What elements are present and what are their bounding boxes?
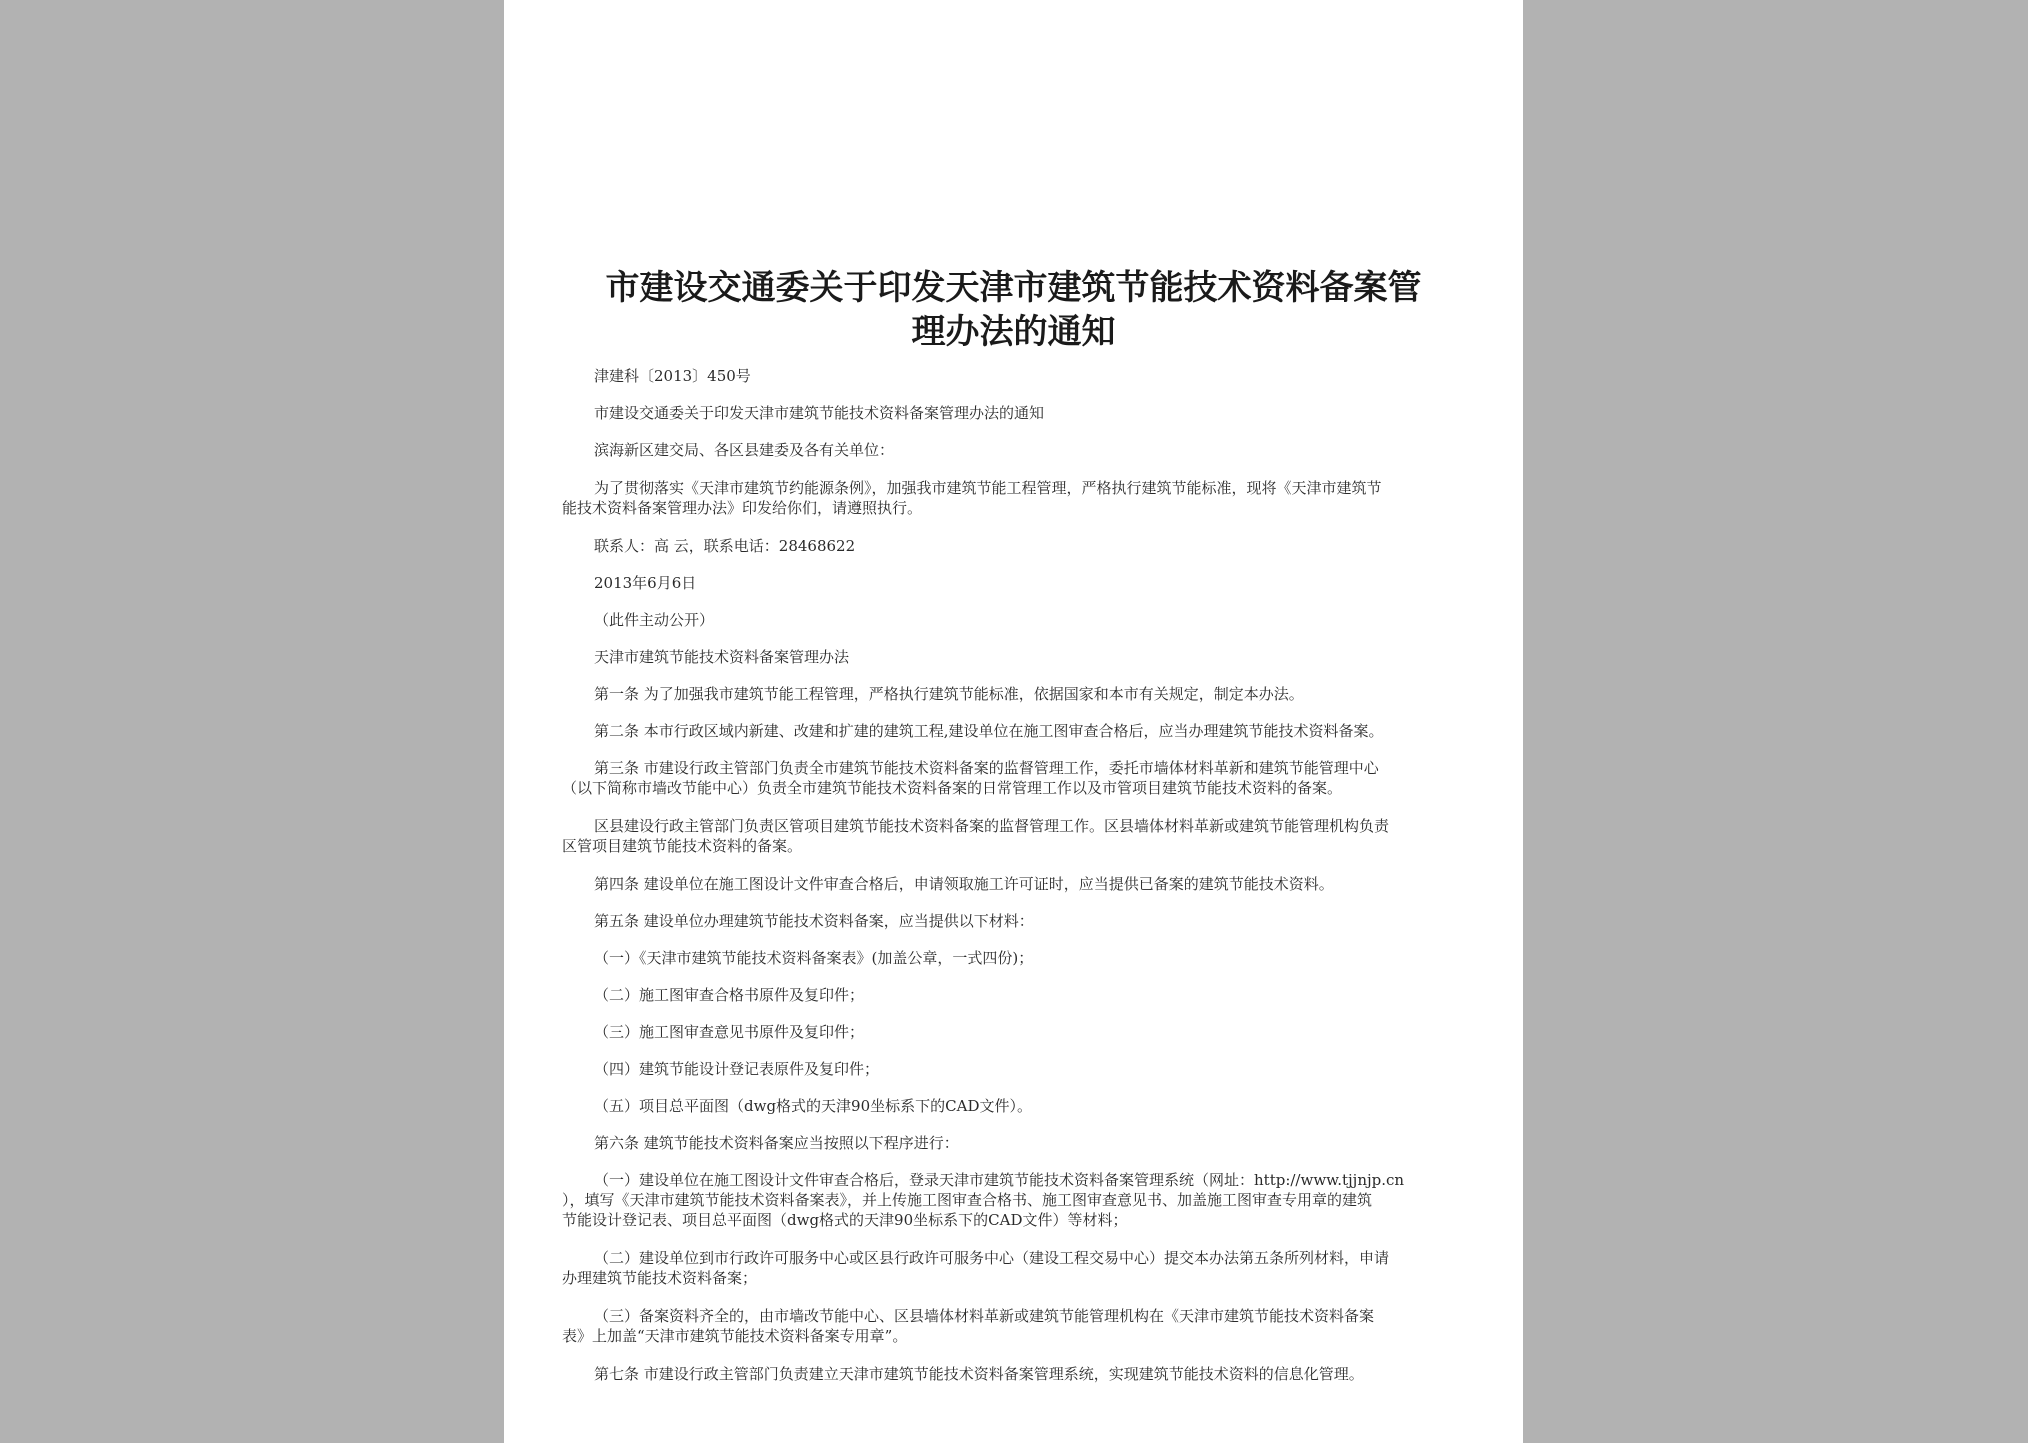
article-5-item: （二）施工图审查合格书原件及复印件； xyxy=(594,986,865,1004)
document-number: 津建科〔2013〕450号 xyxy=(594,367,751,385)
article-5-item: （一）《天津市建筑节能技术资料备案表》(加盖公章，一式四份)； xyxy=(594,949,1034,967)
district-paragraph: 区管项目建筑节能技术资料的备案。 xyxy=(562,837,803,855)
issue-date: 2013年6月6日 xyxy=(594,574,697,592)
document-page xyxy=(504,0,1523,1443)
article-6-item-line: （三）备案资料齐全的，由市墙改节能中心、区县墙体材料革新或建筑节能管理机构在《天津市建筑节能技术资料备案 xyxy=(594,1307,1375,1325)
article-1: 第一条 为了加强我市建筑节能工程管理，严格执行建筑节能标准，依据国家和本市有关规定，制定本办法。 xyxy=(594,685,1304,703)
article-5-item: （四）建筑节能设计登记表原件及复印件； xyxy=(594,1060,880,1078)
article-4: 第四条 建设单位在施工图设计文件审查合格后，申请领取施工许可证时，应当提供已备案的建筑节能技术资料。 xyxy=(594,875,1334,893)
district-paragraph: 区县建设行政主管部门负责区管项目建筑节能技术资料备案的监督管理工作。区县墙体材料革新或建筑节能管理机构负责 xyxy=(594,817,1390,835)
article-2: 第二条 本市行政区域内新建、改建和扩建的建筑工程,建设单位在施工图审查合格后，应当办理建筑节能技术资料备案。 xyxy=(594,722,1384,740)
article-5-item: （五）项目总平面图（dwg格式的天津90坐标系下的CAD文件）。 xyxy=(594,1097,1032,1115)
disclosure-note: （此件主动公开） xyxy=(594,611,715,629)
document-title-line-1: 市建设交通委关于印发天津市建筑节能技术资料备案管 xyxy=(605,268,1422,308)
contact-info: 联系人：高 云，联系电话：28468622 xyxy=(594,537,856,555)
article-6-item-line: 节能设计登记表、项目总平面图（dwg格式的天津90坐标系下的CAD文件）等材料； xyxy=(562,1211,1128,1229)
article-7: 第七条 市建设行政主管部门负责建立天津市建筑节能技术资料备案管理系统，实现建筑节能技术资料的信息化管理。 xyxy=(594,1365,1364,1383)
body-paragraph-line: 为了贯彻落实《天津市建筑节约能源条例》，加强我市建筑节能工程管理，严格执行建筑节能标准，现将《天津市建筑节 xyxy=(594,479,1382,497)
article-3-line: 第三条 市建设行政主管部门负责全市建筑节能技术资料备案的监督管理工作，委托市墙体材料革新和建筑节能管理中心 xyxy=(594,759,1379,777)
article-6-item-line: 办理建筑节能技术资料备案； xyxy=(562,1269,758,1287)
article-6-item-line: ），填写《天津市建筑节能技术资料备案表》，并上传施工图审查合格书、施工图审查意见书、加盖施工图审查专用章的建筑 xyxy=(562,1191,1373,1209)
article-5-item: （三）施工图审查意见书原件及复印件； xyxy=(594,1023,865,1041)
article-6-item-line: 表》上加盖“天津市建筑节能技术资料备案专用章”。 xyxy=(562,1327,908,1345)
article-5: 第五条 建设单位办理建筑节能技术资料备案，应当提供以下材料： xyxy=(594,912,1034,930)
notice-heading: 市建设交通委关于印发天津市建筑节能技术资料备案管理办法的通知 xyxy=(594,404,1045,422)
article-6-item-line: （一）建设单位在施工图设计文件审查合格后，登录天津市建筑节能技术资料备案管理系统（网址：http://www.tjjnjp.cn xyxy=(594,1171,1405,1189)
article-6-item-line: （二）建设单位到市行政许可服务中心或区县行政许可服务中心（建设工程交易中心）提交本办法第五条所列材料，申请 xyxy=(594,1249,1390,1267)
article-3-line: （以下简称市墙改节能中心）负责全市建筑节能技术资料备案的日常管理工作以及市管项目建筑节能技术资料的备案。 xyxy=(562,779,1343,797)
measures-title: 天津市建筑节能技术资料备案管理办法 xyxy=(594,648,850,666)
recipients: 滨海新区建交局、各区县建委及各有关单位： xyxy=(594,441,895,459)
body-paragraph-line: 能技术资料备案管理办法》印发给你们，请遵照执行。 xyxy=(562,499,923,517)
article-6: 第六条 建筑节能技术资料备案应当按照以下程序进行： xyxy=(594,1134,959,1152)
document-title-line-2: 理办法的通知 xyxy=(911,312,1116,352)
